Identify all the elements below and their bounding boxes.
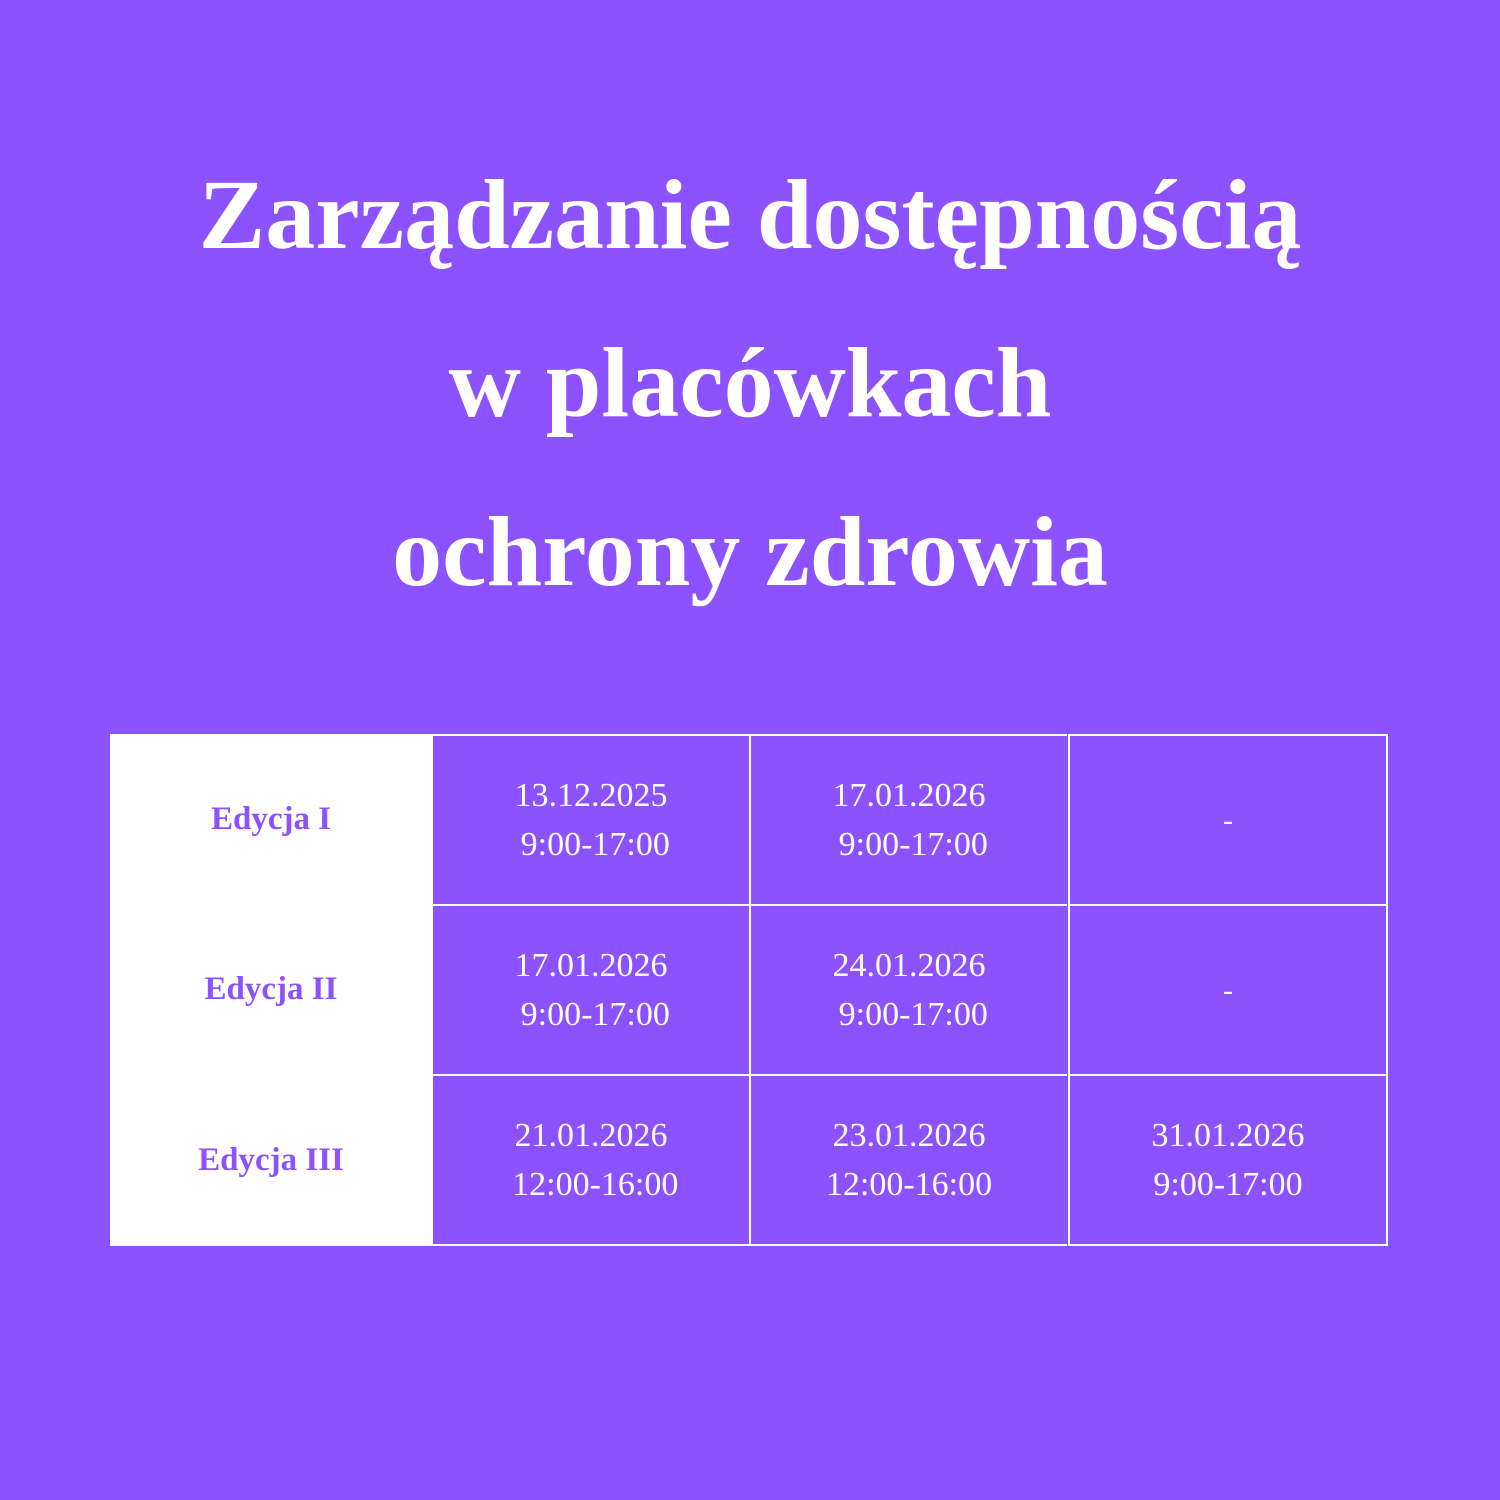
session-cell (1068, 1074, 1388, 1246)
session-time: 9:00-17:00 (512, 826, 670, 863)
edition-label: Edycja II (110, 904, 432, 1074)
session-cell (749, 734, 1067, 904)
table-row (110, 904, 1390, 1074)
session-date: 17.01.2026 (514, 947, 668, 984)
session-time: 12:00-16:00 (503, 1166, 679, 1203)
session-date: 21.01.2026 (514, 1117, 668, 1154)
session-time: 9:00-17:00 (1153, 1166, 1303, 1203)
session-cell-empty (1068, 734, 1388, 904)
empty-dash: - (1223, 803, 1233, 837)
session-cell (431, 734, 749, 904)
session-date: 13.12.2025 (514, 777, 668, 814)
title-line-3: ochrony zdrowia (392, 496, 1108, 607)
empty-dash: - (1223, 973, 1233, 1007)
session-time: 9:00-17:00 (830, 996, 988, 1033)
schedule-table (110, 734, 1390, 1246)
session-cell (749, 904, 1067, 1074)
table-row (110, 734, 1390, 904)
session-time: 12:00-16:00 (825, 1166, 993, 1203)
session-time: 9:00-17:00 (830, 826, 988, 863)
session-time: 9:00-17:00 (512, 996, 670, 1033)
session-date: 17.01.2026 (832, 777, 986, 814)
edition-label: Edycja III (110, 1074, 432, 1246)
session-cell (749, 1074, 1067, 1246)
session-date: 24.01.2026 (832, 947, 986, 984)
session-cell (431, 904, 749, 1074)
table-row (110, 1074, 1390, 1244)
session-date: 23.01.2026 (832, 1117, 986, 1154)
session-cell-empty (1068, 904, 1388, 1074)
title-line-1: Zarządzanie dostępnością (198, 159, 1302, 270)
session-date: 31.01.2026 (1151, 1117, 1305, 1154)
session-cell (431, 1074, 749, 1246)
edition-label: Edycja I (110, 734, 432, 904)
title-line-2: w placówkach (448, 327, 1052, 438)
